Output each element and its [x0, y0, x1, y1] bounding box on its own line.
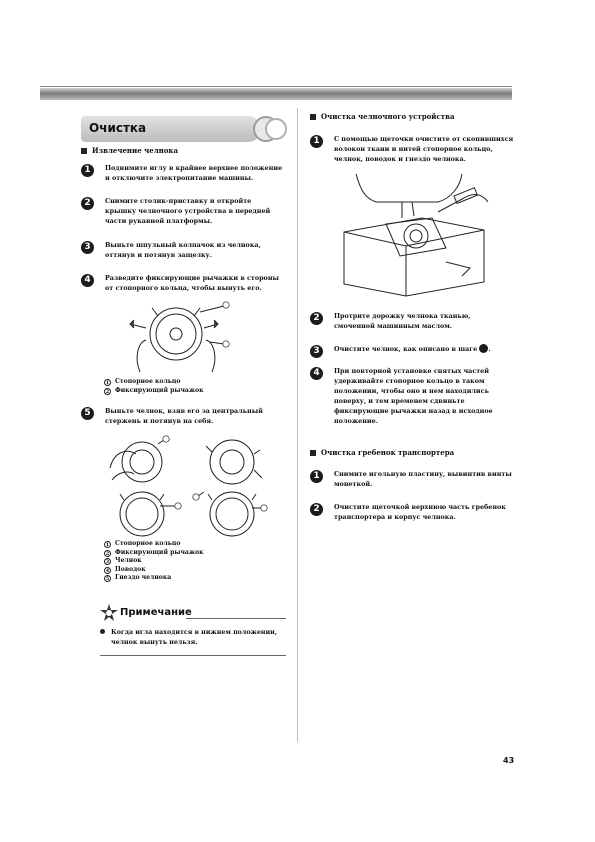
step-text: Поднимите иглу в крайнее верхнее положение и отключите электропитание машины. — [105, 164, 283, 182]
step-number: 4 — [310, 367, 323, 380]
shuttle-removal-illustration — [104, 432, 279, 540]
note-text: Когда игла находится в нижнем положении, челнок вынуть нельзя. — [100, 628, 277, 648]
step-text: Очистите щеточкой верхнюю часть гребенок транспортера и корпус челнока. — [334, 503, 506, 521]
step-number: 1 — [310, 135, 323, 148]
column-divider — [297, 108, 298, 742]
step-text: С помощью щеточки очистите от скопившихся волокон ткани и нитей стопорное кольцо, челнок, поводок и гнездо челнока. — [334, 135, 514, 163]
step-text: Выньте шпульный колпачок из челнока, оттянув и потянув защелку. — [105, 241, 261, 259]
step-text: Разведите фиксирующие рычажки в стороны от стопорного кольца, чтобы вынуть его. — [105, 274, 279, 292]
step-number: 4 — [81, 274, 94, 287]
step-number: 2 — [310, 503, 323, 516]
legend-1: 1 Стопорное кольцо 2 Фиксирующий рычажок — [105, 378, 204, 395]
step-text: Выньте челнок, взяв его за центральный стержень и потянув на себя. — [105, 407, 263, 425]
step-text: Протрите дорожку челнока тканью, смоченной машинным маслом. — [334, 312, 471, 330]
retaining-ring-illustration — [120, 298, 240, 378]
step-ref-icon — [479, 344, 488, 353]
step-number: 2 — [81, 197, 94, 210]
note-box — [100, 604, 288, 646]
subheading-clean-shuttle: Очистка челночного устройства — [310, 112, 455, 121]
subheading-clean-feed-dogs: Очистка гребенок транспортера — [310, 448, 454, 457]
section-title — [81, 116, 281, 142]
section-title-text: Очистка — [89, 121, 147, 135]
legend-2: 1 Стопорное кольцо 2 Фиксирующий рычажок 3 Челнок 4 Поводок 5 Гнездо челнока — [105, 540, 204, 583]
step-number: 1 — [81, 164, 94, 177]
step-number: 1 — [310, 470, 323, 483]
page-number: 43 — [503, 756, 515, 765]
step-text: Очистите челнок, как описано в шаге . — [334, 345, 491, 353]
step-number: 2 — [310, 312, 323, 325]
note-title: Примечание — [120, 607, 192, 618]
step-text: Снимите игольную пластину, вывинтив винты монеткой. — [334, 470, 512, 488]
note-star-icon — [100, 604, 118, 622]
step-text: При повторной установке снятых частей удерживайте стопорное кольцо в таком положении, чтобы оно и нем находились поверху, и тем временем сдвиньте фиксирующие рычажки назад в исходное положение. — [334, 367, 493, 425]
step-number: 3 — [81, 241, 94, 254]
step-number: 5 — [81, 407, 94, 420]
brush-cleaning-illustration — [342, 172, 492, 300]
header-bar — [40, 86, 512, 102]
step-number: 3 — [310, 345, 323, 358]
step-text: Снимите столик-приставку и откройте крышку челночного устройства в передней части рукавной платформы. — [105, 197, 271, 225]
subheading-remove-shuttle: Извлечение челнока — [81, 146, 178, 155]
